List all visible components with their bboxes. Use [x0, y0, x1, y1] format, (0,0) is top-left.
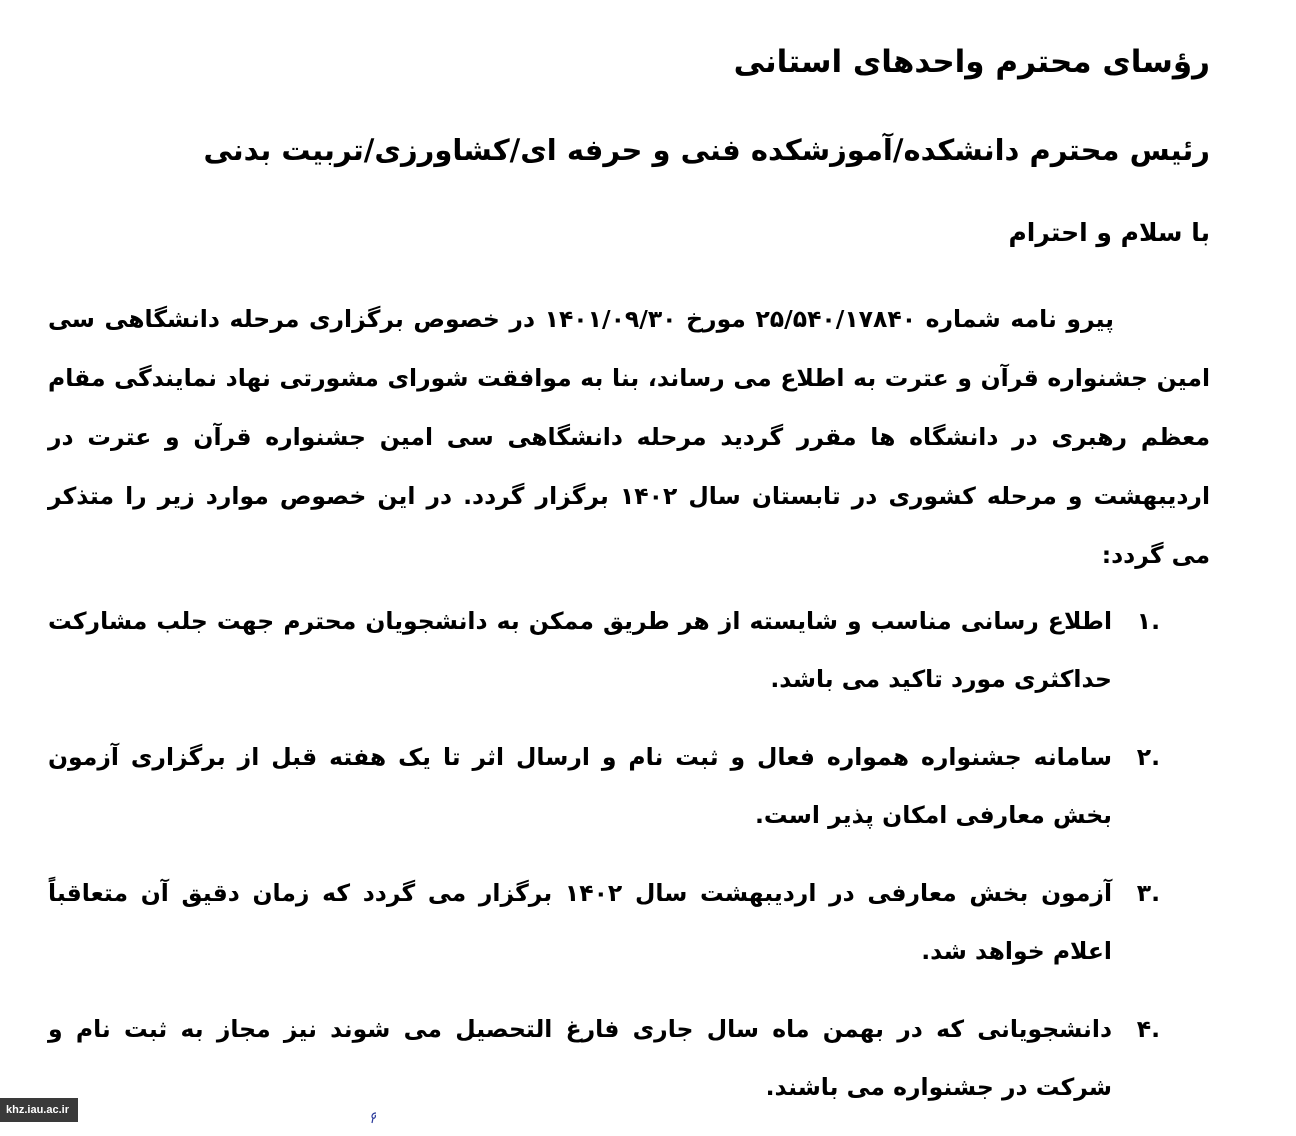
list-item-text: دانشجویانی که در بهمن ماه سال جاری فارغ التحصیل می شوند نیز مجاز به ثبت نام و شرکت در جشنواره می باشند. — [48, 1015, 1112, 1101]
list-item-number: .۳ — [1136, 879, 1160, 907]
recipient-line-2: رئیس محترم دانشکده/آموزشکده فنی و حرفه ای/کشاورزی/تربیت بدنی — [203, 133, 1210, 167]
list-item-text: سامانه جشنواره همواره فعال و ثبت نام و ارسال اثر تا یک هفته قبل از برگزاری آزمون بخش معارفی امکان پذیر است. — [48, 743, 1112, 829]
body-paragraph: پیرو نامه شماره ۲۵/۵۴۰/۱۷۸۴۰ مورخ ۱۴۰۱/۰۹/۳۰ در خصوص برگزاری مرحله دانشگاهی سی امین جشنواره قرآن و عترت به اطلاع می رساند، بنا به موافقت شورای مشورتی نهاد نمایندگی مقام معظم رهبری در دانشگاه ها مقرر گردید مرحله دانشگاهی سی امین جشنواره قرآن و عترت در اردیبهشت و مرحله کشوری در تابستان سال ۱۴۰۲ برگزار گردد. در این خصوص موارد زیر را متذکر می گردد: — [48, 305, 1210, 569]
list-item-number: .۲ — [1136, 743, 1160, 771]
list-item-text: آزمون بخش معارفی در اردیبهشت سال ۱۴۰۲ برگزار می گردد که زمان دقیق آن متعاقباً اعلام خواهد شد. — [48, 879, 1112, 965]
list-item — [48, 1000, 1210, 1116]
list-item — [48, 728, 1210, 844]
list-item-text: اطلاع رسانی مناسب و شایسته از هر طریق ممکن به دانشجویان محترم جهت جلب مشارکت حداکثری مورد تاکید می باشد. — [48, 607, 1112, 693]
ink-mark — [370, 1112, 378, 1124]
letter-page — [48, 0, 1210, 1128]
directives-list — [48, 592, 1210, 1136]
list-item-number: .۱ — [1136, 607, 1160, 635]
recipient-line-1: رؤسای محترم واحدهای استانی — [733, 44, 1210, 80]
list-item-number: .۴ — [1136, 1015, 1160, 1043]
greeting: با سلام و احترام — [1008, 218, 1210, 247]
site-watermark: khz.iau.ac.ir — [0, 1098, 78, 1122]
list-item — [48, 864, 1210, 980]
list-item — [48, 592, 1210, 708]
